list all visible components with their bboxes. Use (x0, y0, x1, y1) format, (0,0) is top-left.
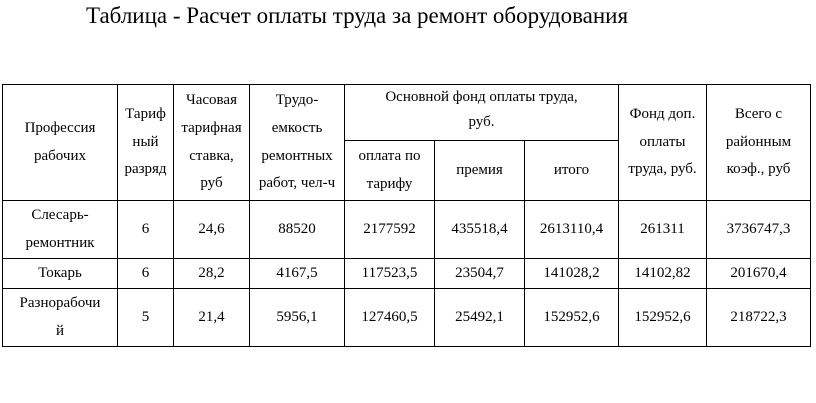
cell-extra-fund: 152952,6 (619, 289, 707, 347)
cell-rate: 28,2 (174, 259, 250, 289)
cell-total: 141028,2 (525, 259, 619, 289)
page-title: Таблица - Расчет оплаты труда за ремонт оборудования (86, 3, 629, 28)
cell-profession: Слесарь- ремонтник (3, 201, 118, 259)
cell-tariff-pay: 127460,5 (345, 289, 435, 347)
header-row-1 (3, 85, 811, 141)
header-tariff-pay: оплата по тарифу (345, 141, 435, 201)
header-labor: Трудо- емкость ремонтных работ, чел-ч (250, 85, 345, 201)
cell-extra-fund: 261311 (619, 201, 707, 259)
cell-profession: Токарь (3, 259, 118, 289)
header-bonus: премия (435, 141, 525, 201)
cell-tariff-pay: 2177592 (345, 201, 435, 259)
cell-labor: 5956,1 (250, 289, 345, 347)
header-grade: Тариф ный разряд (118, 85, 174, 201)
cell-bonus: 23504,7 (435, 259, 525, 289)
cell-labor: 88520 (250, 201, 345, 259)
cell-bonus: 25492,1 (435, 289, 525, 347)
cell-profession: Разнорабочи й (3, 289, 118, 347)
header-total: итого (525, 141, 619, 201)
table-row (3, 289, 811, 347)
cell-grade: 5 (118, 289, 174, 347)
cell-total: 2613110,4 (525, 201, 619, 259)
cell-grand-total: 218722,3 (707, 289, 811, 347)
table-row (3, 259, 811, 289)
cell-total: 152952,6 (525, 289, 619, 347)
cell-labor: 4167,5 (250, 259, 345, 289)
cell-bonus: 435518,4 (435, 201, 525, 259)
cell-rate: 21,4 (174, 289, 250, 347)
cell-extra-fund: 14102,82 (619, 259, 707, 289)
header-rate: Часовая тарифная ставка, руб (174, 85, 250, 201)
header-profession: Профессия рабочих (3, 85, 118, 201)
table-row (3, 201, 811, 259)
salary-table (2, 84, 811, 347)
header-grand-total: Всего с районным коэф., руб (707, 85, 811, 201)
cell-rate: 24,6 (174, 201, 250, 259)
cell-grand-total: 201670,4 (707, 259, 811, 289)
cell-grand-total: 3736747,3 (707, 201, 811, 259)
cell-tariff-pay: 117523,5 (345, 259, 435, 289)
header-main-fund: Основной фонд оплаты труда, руб. (345, 85, 619, 141)
cell-grade: 6 (118, 259, 174, 289)
header-extra-fund: Фонд доп. оплаты труда, руб. (619, 85, 707, 201)
cell-grade: 6 (118, 201, 174, 259)
